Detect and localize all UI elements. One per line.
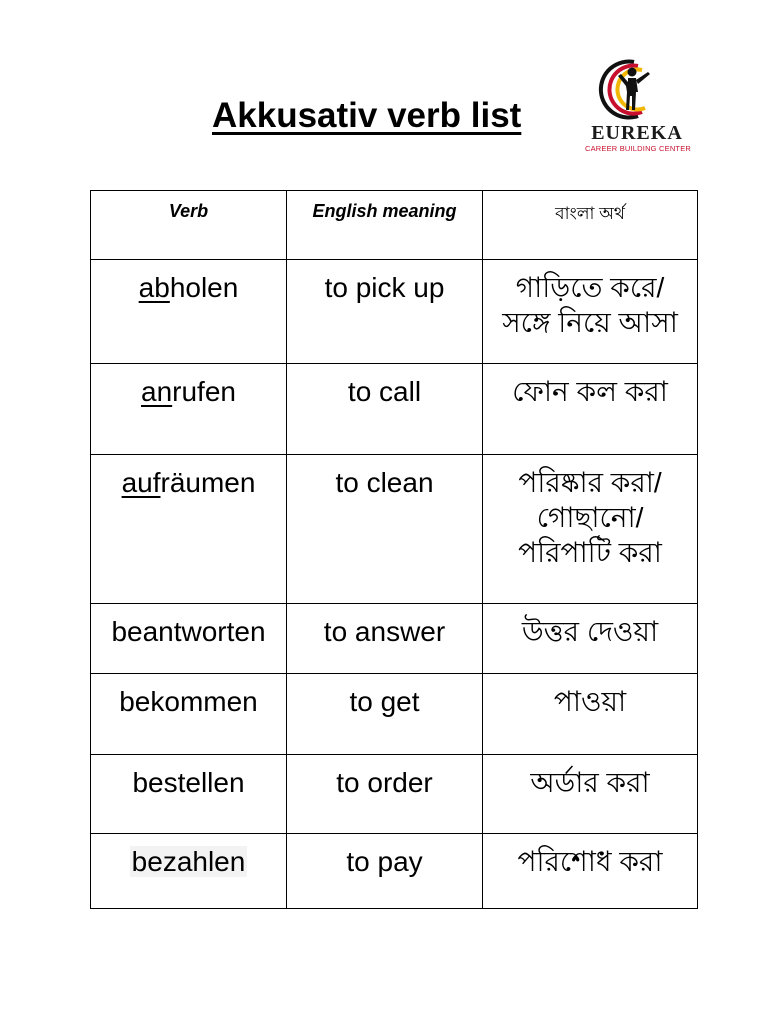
child-silhouette-icon xyxy=(598,58,658,122)
bangla-meaning-line: ফোন কল করা xyxy=(512,376,668,407)
header-bangla-meaning: বাংলা অর্থ xyxy=(483,191,698,260)
verb-stem: räumen xyxy=(160,467,256,498)
verb-stem: holen xyxy=(169,272,239,303)
english-meaning-cell: to clean xyxy=(287,455,483,604)
table-row xyxy=(91,834,698,909)
english-meaning-cell: to order xyxy=(287,755,483,834)
bangla-meaning-cell xyxy=(483,604,698,674)
logo-name: EUREKA xyxy=(591,122,683,144)
bangla-meaning-cell xyxy=(483,364,698,455)
bangla-meaning-line: গোছানো/ xyxy=(536,502,644,533)
bangla-meaning-cell xyxy=(483,455,698,604)
english-meaning-cell: to pay xyxy=(287,834,483,909)
table-row xyxy=(91,364,698,455)
verb-stem: bestellen xyxy=(132,767,245,798)
table-row xyxy=(91,604,698,674)
english-meaning-cell: to answer xyxy=(287,604,483,674)
table-row xyxy=(91,455,698,604)
verb-table xyxy=(90,190,698,909)
verb-prefix: an xyxy=(141,376,173,407)
verb-stem: bekommen xyxy=(119,686,258,717)
bangla-meaning-line: সঙ্গে নিয়ে আসা xyxy=(502,307,678,338)
english-meaning-cell: to call xyxy=(287,364,483,455)
bangla-meaning-line: গাড়িতে করে/ xyxy=(515,272,665,303)
bangla-meaning-line: পরিপাটি করা xyxy=(518,537,662,568)
english-meaning-cell: to pick up xyxy=(287,260,483,364)
verb-stem: beantworten xyxy=(111,616,266,647)
header-english-meaning: English meaning xyxy=(287,191,483,260)
verb-cell xyxy=(91,364,287,455)
verb-stem: rufen xyxy=(172,376,236,407)
table-row xyxy=(91,260,698,364)
verb-stem: bezahlen xyxy=(131,846,246,877)
verb-cell xyxy=(91,455,287,604)
verb-cell xyxy=(91,604,287,674)
verb-prefix: auf xyxy=(121,467,161,498)
bangla-meaning-line: পাওয়া xyxy=(553,686,627,717)
verb-cell xyxy=(91,674,287,755)
table-row xyxy=(91,755,698,834)
eureka-logo xyxy=(578,58,696,158)
bangla-meaning-cell xyxy=(483,674,698,755)
verb-prefix: ab xyxy=(138,272,170,303)
english-meaning-cell: to get xyxy=(287,674,483,755)
verb-table-body xyxy=(91,260,698,909)
bangla-meaning-cell xyxy=(483,755,698,834)
bangla-meaning-line: পরিশোধ করা xyxy=(517,846,663,877)
header-verb: Verb xyxy=(91,191,287,260)
page-title: Akkusativ verb list xyxy=(212,96,522,135)
verb-cell xyxy=(91,755,287,834)
logo-subtitle: CAREER BUILDING CENTER xyxy=(584,144,692,153)
bangla-meaning-line: উত্তর দেওয়া xyxy=(521,616,659,647)
bangla-meaning-line: পরিষ্কার করা/ xyxy=(518,467,662,498)
verb-cell xyxy=(91,260,287,364)
bangla-meaning-cell xyxy=(483,834,698,909)
table-row xyxy=(91,674,698,755)
bangla-meaning-cell xyxy=(483,260,698,364)
verb-cell xyxy=(91,834,287,909)
table-header-row xyxy=(91,191,698,260)
bangla-meaning-line: অর্ডার করা xyxy=(530,767,650,798)
